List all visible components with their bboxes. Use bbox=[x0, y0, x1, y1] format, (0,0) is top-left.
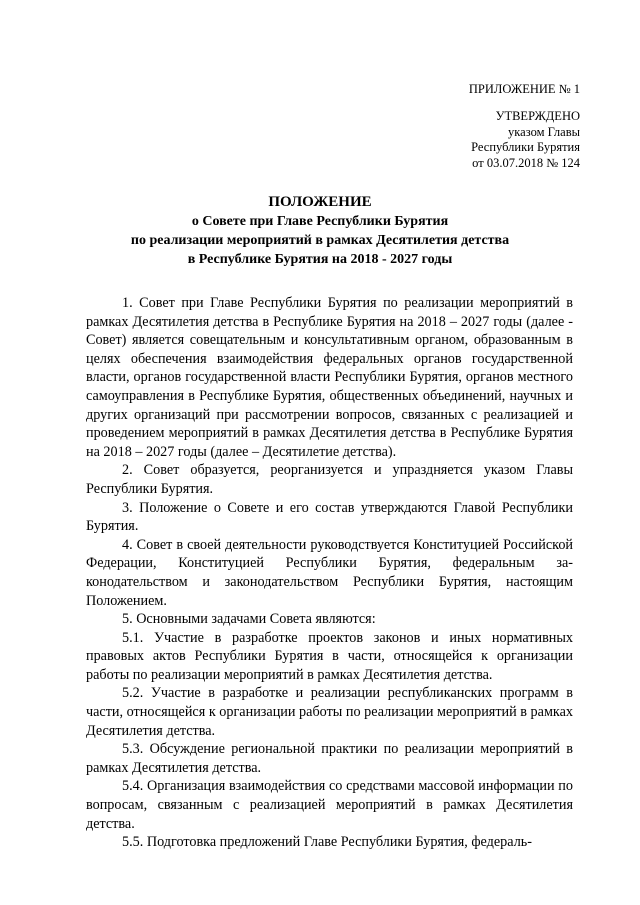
document-title bbox=[0, 193, 640, 269]
paragraph-5-3: 5.3. Обсуждение региональной практики по реализации мероприятий в рамках Десятилетия детства. bbox=[86, 741, 573, 776]
paragraph-1: 1. Совет при Главе Республики Бурятия по реализации мероприятий в рамках Десятилетия детства в Республике Бурятия на 2018 – 2027 годы (далее - Совет) является совещательным и консультативным органом, образованным в целях обеспечения взаимодействия федеральных органов государственной власти, органов государственной власти Республики Бурятия, органов местного самоуправления в Республике Бурятия, общественных объединений, научных и других организаций при рассмотрении вопросов, связанных с реализацией и проведением мероприятий в рамках Десятилетия детства в Республике Бурятия на 2018 – 2027 годы (далее – Десятилетие детства). bbox=[86, 295, 573, 460]
appendix-label: ПРИЛОЖЕНИЕ № 1 bbox=[468, 82, 580, 96]
document-title-main: ПОЛОЖЕНИЕ bbox=[268, 194, 372, 210]
document-body bbox=[86, 294, 573, 852]
paragraph-5-2: 5.2. Участие в разработке и реализации республиканских программ в части, относящейся к организации работы по реализации мероприятий в рамках Десятилетия детства. bbox=[86, 685, 573, 739]
approval-line: Республики Бурятия bbox=[471, 140, 580, 154]
paragraph-5: 5. Основными задачами Совета являются: bbox=[122, 611, 376, 628]
paragraph-5-4: 5.4. Организация взаимодействия со средствами массовой информации по вопросам, связанным с реализацией мероприятий в рамках Десятилетия детства. bbox=[86, 778, 573, 832]
paragraph-5-5: 5.5. Подготовка предложений Главе Республики Бурятия, федераль- bbox=[122, 834, 532, 851]
approval-line: указом Главы bbox=[508, 124, 580, 139]
paragraph-4: 4. Совет в своей деятельности руководствуется Конституцией Российской Федерации, Конституцией Республики Бурятия, федеральным законодательством и законодательством Республики Бурятия, настоящим Положением. bbox=[86, 536, 573, 609]
document-title-line: по реализации мероприятий в рамках Десятилетия детства bbox=[130, 233, 510, 248]
paragraph-3: 3. Положение о Совете и его состав утверждаются Главой Республики Бурятия. bbox=[86, 499, 573, 535]
approval-line: УТВЕРЖДЕНО bbox=[495, 109, 580, 123]
paragraph-5-1: 5.1. Участие в разработке проектов законов и иных нормативных правовых актов Республики Бурятия в части, относящейся к организации работы по реализации мероприятий в рамках Десятилетия детства. bbox=[86, 629, 573, 683]
approval-line: от 03.07.2018 № 124 bbox=[472, 155, 580, 170]
paragraph-2: 2. Совет образуется, реорганизуется и упраздняется указом Главы Республики Бурятия. bbox=[86, 462, 573, 497]
document-title-line: о Совете при Главе Республики Бурятия bbox=[191, 214, 449, 229]
approval-stamp bbox=[471, 109, 580, 171]
document-title-line: в Республике Бурятия на 2018 - 2027 годы bbox=[187, 252, 453, 267]
